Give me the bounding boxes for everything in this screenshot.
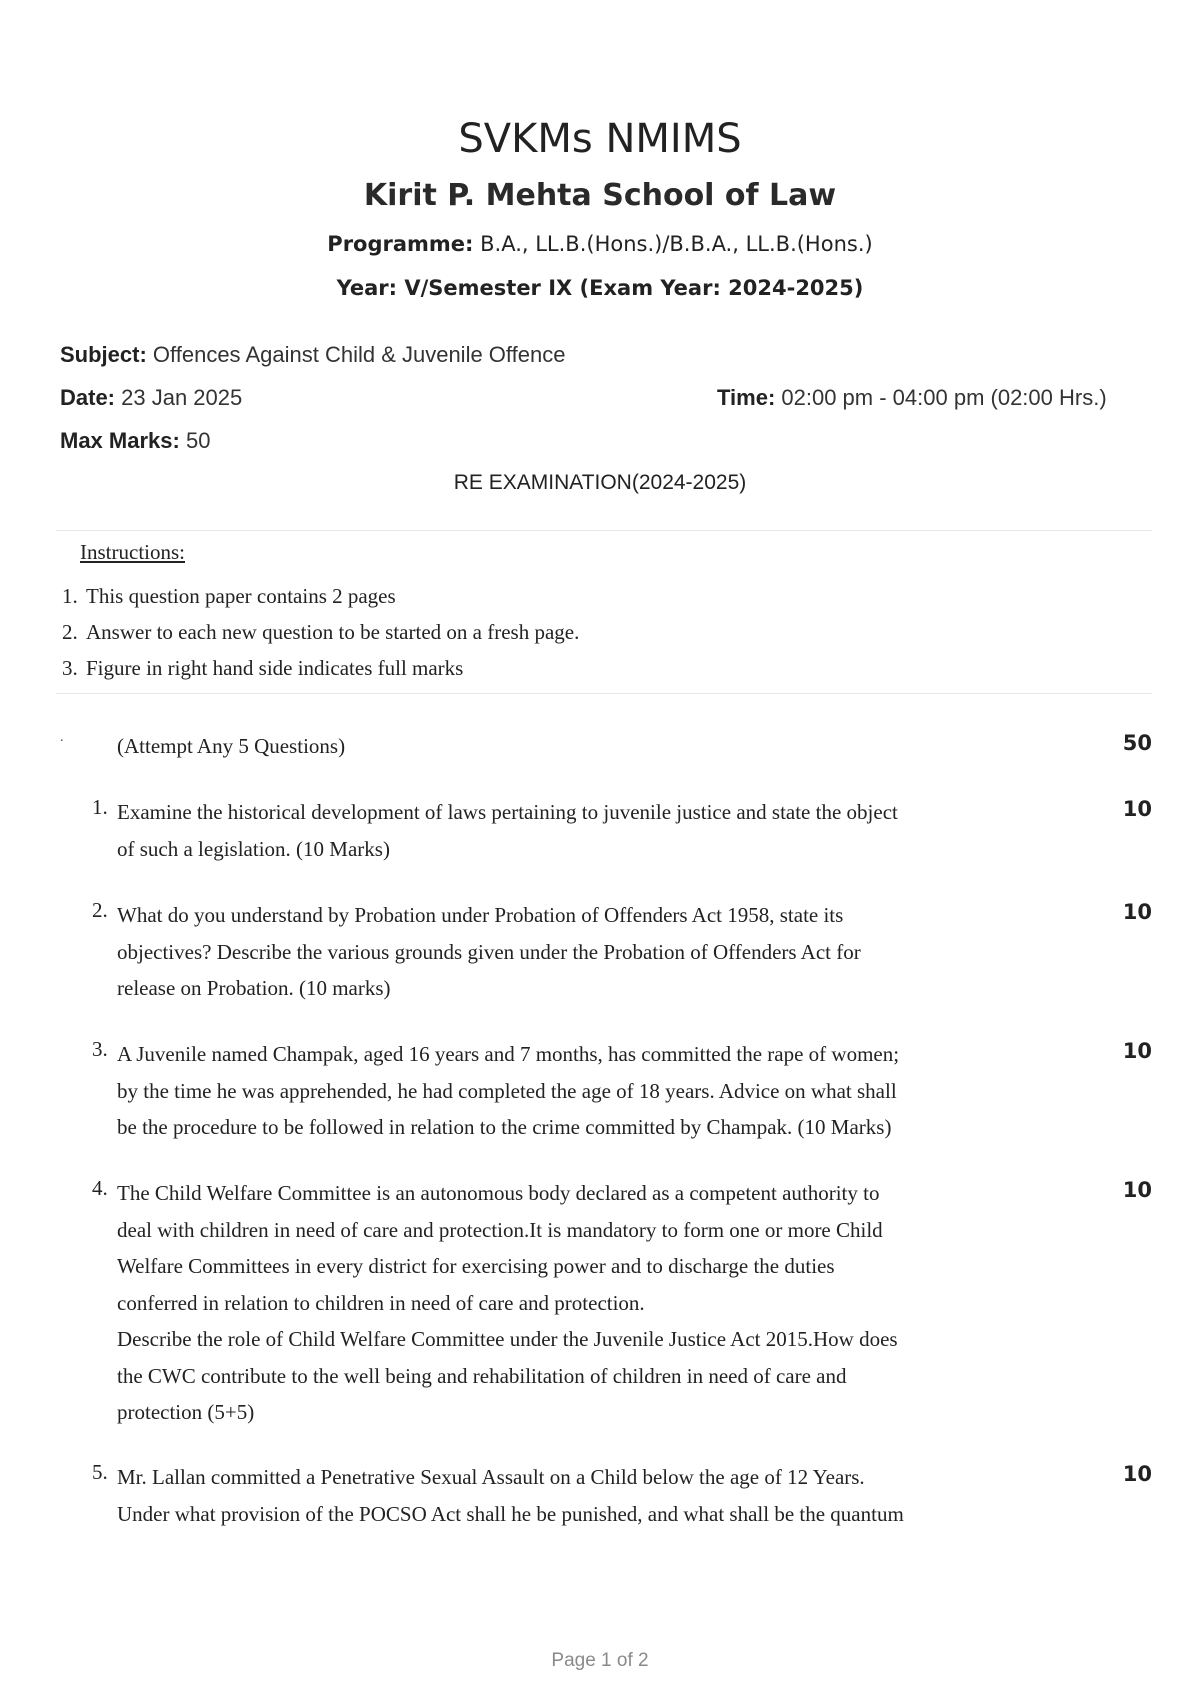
university-name: SVKMs NMIMS — [458, 116, 742, 162]
attempt-instruction: (Attempt Any 5 Questions) — [117, 734, 346, 758]
question-text: A Juvenile named Champak, aged 16 years and 7 months, has committed the rape of women; by the time he was apprehended, he had completed the age of 18 years. Advice on what shall be the procedure to be followed in relation to the crime committed by Champak. (10 Marks) — [117, 1042, 900, 1139]
section-bullet: . — [60, 730, 64, 745]
instruction-number: 3. — [62, 656, 78, 680]
year-line: Year: V/Semester IX (Exam Year: 2024-2025) — [336, 276, 864, 300]
date-label: Date: — [60, 385, 116, 410]
instruction-item — [62, 584, 396, 609]
question-text: Mr. Lallan committed a Penetrative Sexual Assault on a Child below the age of 12 Years. Under what provision of the POCSO Act shall he be punished, and what shall be the quantum — [117, 1465, 904, 1526]
instruction-text: Answer to each new question to be started on a fresh page. — [86, 620, 580, 644]
question-marks: 10 — [1122, 797, 1152, 821]
subject-label: Subject: — [60, 342, 147, 367]
question-marks: 10 — [1122, 1178, 1152, 1202]
programme-label: Programme: — [327, 232, 474, 256]
subject-line — [60, 342, 565, 368]
date-value: 23 Jan 2025 — [115, 385, 243, 410]
max-marks-value: 50 — [179, 428, 211, 453]
school-name: Kirit P. Mehta School of Law — [363, 178, 837, 213]
time-line — [717, 385, 1107, 411]
max-marks-label: Max Marks: — [60, 428, 180, 453]
subject-value: Offences Against Child & Juvenile Offence — [146, 342, 566, 367]
question-number: 4. — [92, 1176, 108, 1200]
divider — [56, 530, 1152, 531]
question-marks: 10 — [1122, 1039, 1152, 1063]
instruction-number: 1. — [62, 584, 78, 608]
question-text: Examine the historical development of laws pertaining to juvenile justice and state the object of such a legislation. (10 Marks) — [117, 800, 898, 861]
divider — [56, 693, 1152, 694]
page-indicator: Page 1 of 2 — [551, 1650, 649, 1671]
instruction-number: 2. — [62, 620, 78, 644]
instruction-item — [62, 620, 579, 645]
question-marks: 10 — [1122, 900, 1152, 924]
question-text: What do you understand by Probation under Probation of Offenders Act 1958, state its objectives? Describe the various grounds given under the Probation of Offenders Act for release on Probation. (10 marks) — [117, 903, 861, 1000]
instructions-title: Instructions: — [80, 540, 185, 564]
programme-line — [0, 232, 1200, 256]
max-marks-line — [60, 428, 210, 454]
total-marks: 50 — [1122, 731, 1152, 755]
date-line — [60, 385, 242, 411]
question-number: 2. — [92, 898, 108, 922]
time-label: Time: — [717, 385, 776, 410]
instruction-text: Figure in right hand side indicates full marks — [86, 656, 464, 680]
question-text: The Child Welfare Committee is an autonomous body declared as a competent authority to deal with children in need of care and protection.It is mandatory to form one or more Child Welfare Committees in every district for exercising power and to discharge the duties conferred in relation to children in need of care and protection. Describe the role of Child Welfare Committee under the Juvenile Justice Act 2015.How does the CWC contribute to the well being and rehabilitation of children in need of care and protection (5+5) — [117, 1181, 898, 1424]
question-marks: 10 — [1122, 1462, 1152, 1486]
programme-value: B.A., LL.B.(Hons.)/B.B.A., LL.B.(Hons.) — [473, 232, 873, 256]
question-number: 3. — [92, 1037, 108, 1061]
instruction-item — [62, 656, 463, 681]
instruction-text: This question paper contains 2 pages — [86, 584, 396, 608]
time-value: 02:00 pm - 04:00 pm (02:00 Hrs.) — [775, 385, 1107, 410]
question-number: 1. — [92, 795, 108, 819]
exam-type: RE EXAMINATION(2024-2025) — [453, 471, 747, 494]
question-number: 5. — [92, 1460, 108, 1484]
